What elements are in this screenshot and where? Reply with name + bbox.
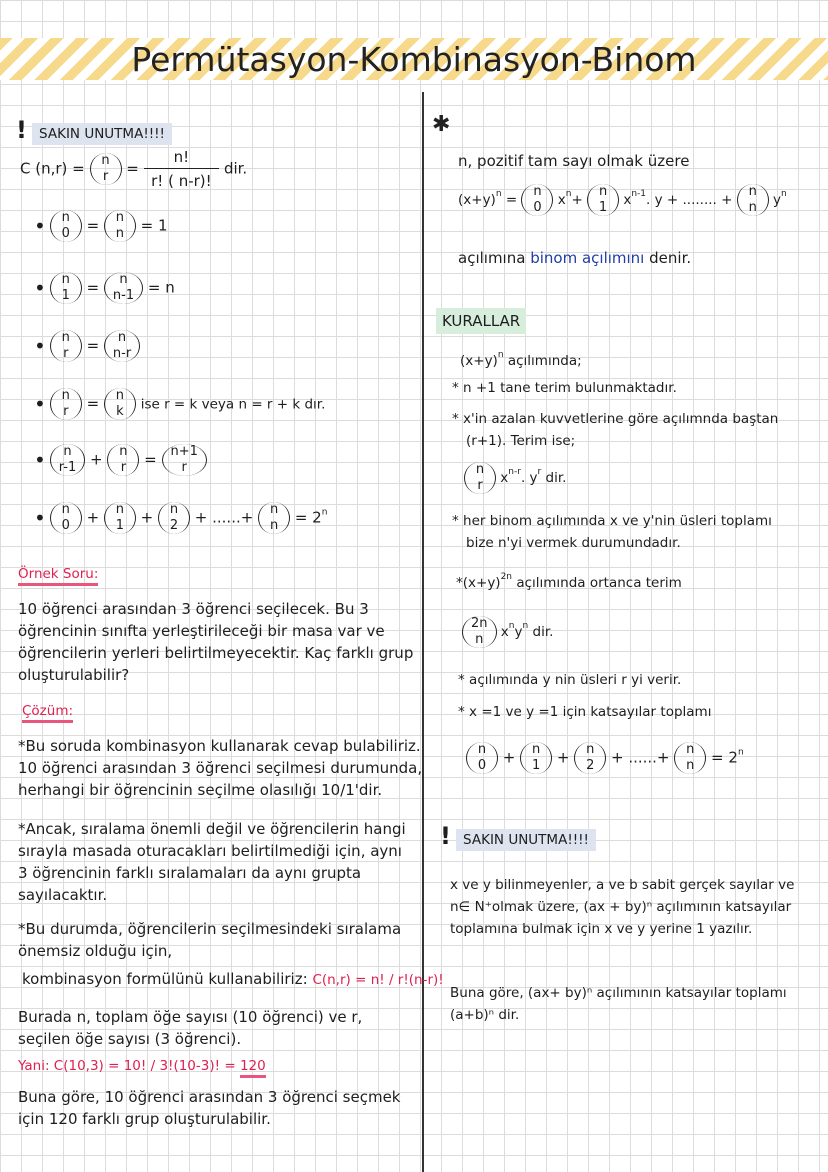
- binom-definition: açılımına binom açılımını denir.: [458, 249, 692, 267]
- left-warning: [16, 116, 172, 144]
- warning-text-2: Buna göre, (ax+ by)ⁿ açılımının katsayılar toplamı (a+b)ⁿ dir.: [450, 985, 787, 1023]
- solution-heading: Çözüm:: [22, 703, 73, 719]
- yani-line: Yani: C(10,3) = 10! / 3!(10-3)! = 120: [18, 1058, 266, 1074]
- combination-fraction: $\frac{n!}{r! ( n-r)!}$: [144, 148, 220, 190]
- page-title: Permütasyon-Kombinasyon-Binom: [131, 40, 697, 79]
- solution-paragraph-2: *Ancak, sıralama önemli değil ve öğrencilerin hangi sırayla masada oturacakları belirtilmediği için, aynı 3 öğrencinin farklı sıralamaları da aynı grupta sayılacaktır.: [18, 820, 406, 904]
- example-heading: Örnek Soru:: [18, 566, 98, 582]
- rule-1: • n 0 = n n = 1: [34, 210, 168, 241]
- rule-5: • n r-1 + n r = n+1 r: [34, 444, 207, 476]
- warning-label: SAKIN UNUTMA!!!!: [32, 123, 172, 145]
- rule-2: • n 1 = n n-1 = n: [34, 272, 175, 303]
- exclamation-icon: !: [16, 116, 27, 144]
- rule-k2: * n +1 tane terim bulunmaktadır.: [452, 380, 677, 396]
- binom-intro: n, pozitif tam sayı olmak üzere: [458, 152, 690, 170]
- solution-paragraph-4: Burada n, toplam öğe sayısı (10 öğrenci) ve r, seçilen öğe sayısı (3 öğrenci).: [18, 1008, 363, 1048]
- rule-k1: $(x+y)^n$ açılımında;: [460, 350, 582, 369]
- column-divider: [422, 92, 424, 1172]
- right-warning: [440, 822, 596, 850]
- rules-heading: KURALLAR: [436, 312, 526, 330]
- rule-k7: * açılımında y nin üsleri r yi verir.: [458, 672, 682, 688]
- solution-paragraph-1: *Bu soruda kombinasyon kullanarak cevap bulabiliriz. 10 öğrenci arasından 3 öğrenci seçilmesi durumunda, herhangi bir öğrencinin seçilme olasılığı 10/1'dir.: [18, 737, 423, 799]
- rule-k5: $*(x+y)^{2n}$ açılımında ortanca terim: [456, 572, 682, 591]
- example-text: 10 öğrenci arasından 3 öğrenci seçilecek. Bu 3 öğrencinin sınıfta yerleştirileceği bir masa var ve öğrencilerin yerleri belirtilmeyecektir. Kaç farklı grup oluşturulabilir?: [18, 600, 414, 684]
- exclamation-icon: !: [440, 822, 451, 850]
- rule-k3-term: n r $x^{n-r}$. $y^r$ dir.: [464, 462, 566, 494]
- star-icon: ✱: [432, 112, 451, 137]
- rule-6: • n 0 + n 1 + n 2 + ......+ n n = $2^n$: [34, 502, 328, 533]
- solution-conclusion: Buna göre, 10 öğrenci arasından 3 öğrenci seçmek için 120 farklı grup oluşturulabilir.: [18, 1088, 401, 1128]
- rule-k3: * x'in azalan kuvvetlerine göre açılımnda baştan (r+1). Terim ise;: [452, 411, 779, 449]
- coefficient-sum: n 0 + n 1 + n 2 + ......+ n n = $2^n$: [466, 742, 744, 774]
- rule-3: • n r = n n-r: [34, 330, 140, 362]
- combination-definition: C (n,r) = n r = $\frac{n!}{r! ( n-r)!}$ dir.: [20, 148, 248, 190]
- rule-4: • n r = n k ise r = k veya n = r + k dır.: [34, 388, 326, 419]
- warning-text-1: x ve y bilinmeyenler, a ve b sabit gerçek sayılar ve n∈ N⁺olmak üzere, (ax + by)ⁿ açılımının katsayılar toplamına bulmak için x ve y yerine 1 yazılır.: [450, 877, 795, 937]
- solution-paragraph-3: *Bu durumda, öğrencilerin seçilmesindeki sıralama önemsiz olduğu için,: [18, 920, 402, 960]
- rule-k5-term: 2n n $x^ny^n$ dir.: [462, 616, 553, 648]
- formula-line: kombinasyon formülünü kullanabiliriz: C(n,r) = n! / r!(n-r)!: [22, 970, 444, 988]
- rule-k8: * x =1 ve y =1 için katsayılar toplamı: [458, 704, 712, 720]
- rule-k4: * her binom açılımında x ve y'nin üsleri toplamı bize n'yi vermek durumundadır.: [452, 513, 772, 551]
- warning-label: SAKIN UNUTMA!!!!: [456, 829, 596, 851]
- binom-expansion: $(x+y)^n$ = n 0 $x^n+$ n 1 $x^{n-1}$. y + ........ + n n $y^n$: [458, 184, 787, 215]
